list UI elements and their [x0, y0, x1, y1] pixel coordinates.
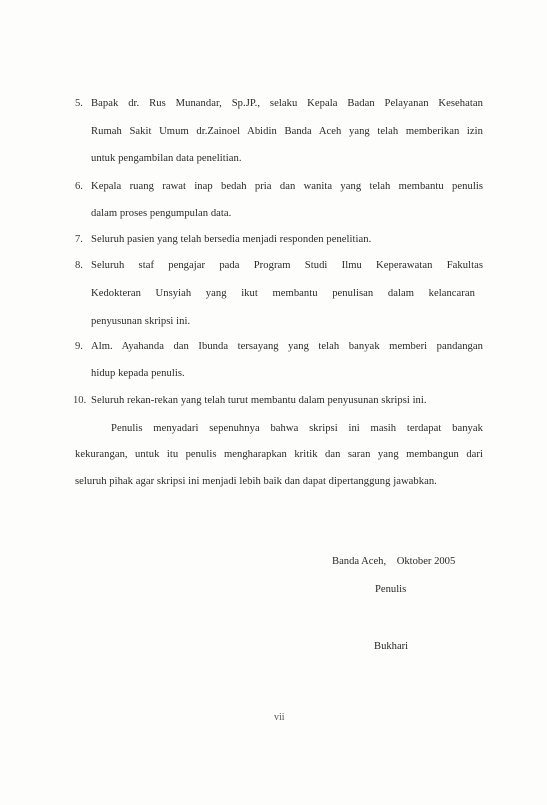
- signature-name: Bukhari: [374, 641, 409, 652]
- item-text-line: Bapak dr. Rus Munandar, Sp.JP., selaku Kepala Badan Pelayanan Kesehatan: [91, 98, 483, 109]
- item-text-line: Alm. Ayahanda dan Ibunda tersayang yang telah banyak memberi pandangan: [91, 341, 483, 352]
- item-text-line: Kepala ruang rawat inap bedah pria dan wanita yang telah membantu penulis: [91, 181, 483, 192]
- item-text-line: untuk pengambilan data penelitian.: [91, 153, 242, 164]
- item-text-line: Seluruh pasien yang telah bersedia menjadi responden penelitian.: [91, 234, 372, 245]
- item-text-line: Seluruh staf pengajar pada Program Studi Ilmu Keperawatan Fakultas: [91, 260, 483, 271]
- item-number: 7.: [75, 234, 83, 245]
- item-number: 8.: [75, 260, 83, 271]
- item-text-line: Seluruh rekan-rekan yang telah turut membantu dalam penyusunan skripsi ini.: [91, 395, 427, 406]
- item-number: 5.: [75, 98, 83, 109]
- item-number: 10.: [73, 395, 87, 406]
- item-text-line: penyusunan skripsi ini.: [91, 316, 191, 327]
- item-text-line: dalam proses pengumpulan data.: [91, 208, 232, 219]
- item-text-line: Rumah Sakit Umum dr.Zainoel Abidin Banda Aceh yang telah memberikan izin: [91, 126, 483, 137]
- page-number: vii: [274, 712, 285, 723]
- item-text-line: hidup kepada penulis.: [91, 368, 185, 379]
- closing-paragraph-line: Penulis menyadari sepenuhnya bahwa skripsi ini masih terdapat banyak: [111, 423, 483, 434]
- item-number: 6.: [75, 181, 83, 192]
- closing-paragraph-line: seluruh pihak agar skripsi ini menjadi lebih baik dan dapat dipertanggung jawabkan.: [75, 476, 437, 487]
- item-number: 9.: [75, 341, 83, 352]
- signature-place-date: Banda Aceh, Oktober 2005: [332, 556, 456, 567]
- closing-paragraph-line: kekurangan, untuk itu penulis mengharapkan kritik dan saran yang membangun dari: [75, 449, 483, 460]
- item-text-line: Kedokteran Unsyiah yang ikut membantu penulisan dalam kelancaran: [91, 288, 475, 299]
- signature-role: Penulis: [375, 584, 407, 595]
